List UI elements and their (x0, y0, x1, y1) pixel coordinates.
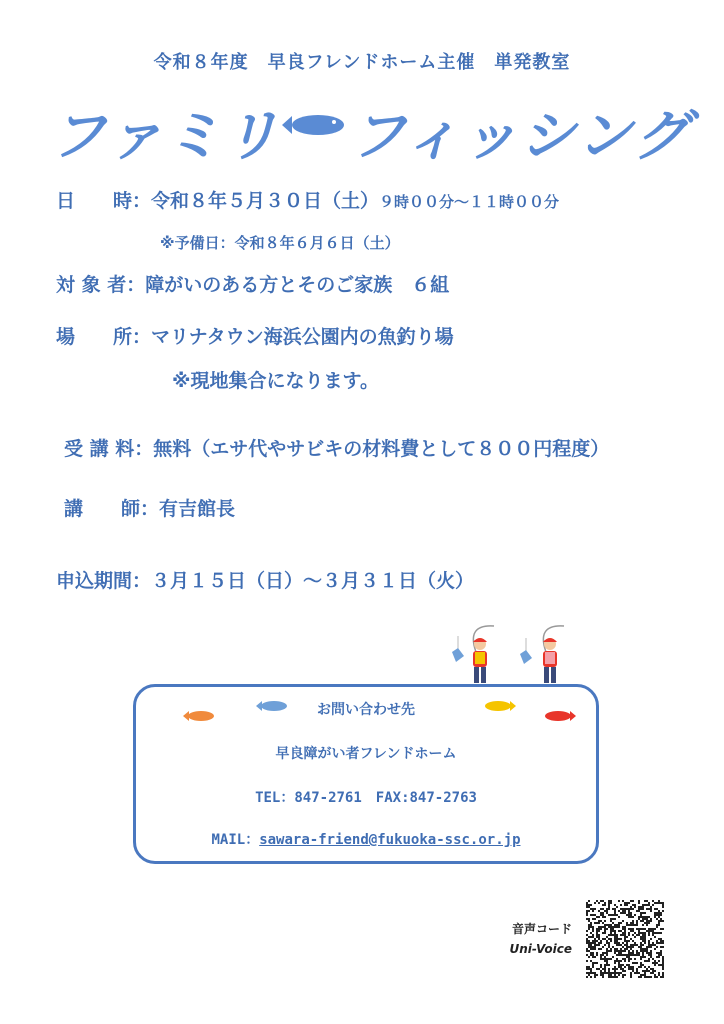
place-label: 場 所： (56, 326, 152, 348)
instructor-value: 有吉館長 (159, 498, 236, 520)
application-label: 申込期間： (56, 570, 152, 592)
fish-icon (278, 108, 346, 142)
contact-mail-link[interactable]: sawara-friend@fukuoka-ssc.or.jp (259, 832, 521, 848)
contact-mail-row (136, 829, 596, 849)
datetime-value: 令和８年５月３０日（土） (151, 190, 380, 212)
uni-voice-qr-code (586, 900, 664, 978)
fee-label: 受 講 料： (64, 438, 154, 460)
contact-mail-label: MAIL： (211, 832, 260, 848)
contact-org: 早良障がい者フレンドホーム (275, 746, 457, 762)
title-right: フィッシング (350, 104, 691, 169)
instructor-row (64, 494, 235, 521)
qr-label-voice-code: 音声コード (511, 922, 572, 936)
place-row (56, 322, 454, 349)
target-value: 障がいのある方とそのご家族 ６組 (145, 274, 450, 296)
backup-date: ※予備日：令和８年６月６日（土） (160, 234, 400, 252)
place-note: ※現地集合になります。 (172, 370, 379, 392)
instructor-label: 講 師： (64, 498, 160, 520)
qr-label-uni-voice: Uni-Voice (509, 942, 572, 956)
contact-tel: TEL：847-2761 FAX:847-2763 (255, 790, 477, 806)
place-value: マリナタウン海浜公園内の魚釣り場 (151, 326, 454, 348)
fee-row (64, 434, 609, 461)
datetime-time: ９時００分～１１時００分 (379, 193, 560, 211)
fishing-people-illustration (436, 622, 576, 688)
fee-value: 無料（エサ代やサビキの材料費として８００円程度） (153, 438, 610, 460)
contact-heading: お問い合わせ先 (317, 702, 415, 718)
target-label: 対 象 者： (56, 274, 146, 296)
page-title (50, 92, 690, 172)
title-left: ファミリ (50, 104, 281, 169)
subtitle: 令和８年度 早良フレンドホーム主催 単発教室 (153, 52, 571, 73)
contact-box (133, 684, 599, 864)
target-row (56, 270, 449, 297)
datetime-label: 日 時： (56, 190, 152, 212)
application-row (56, 566, 474, 593)
datetime-row (56, 186, 559, 213)
application-value: ３月１５日（日）～３月３１日（火） (151, 570, 475, 592)
qr-code-image (586, 900, 664, 978)
